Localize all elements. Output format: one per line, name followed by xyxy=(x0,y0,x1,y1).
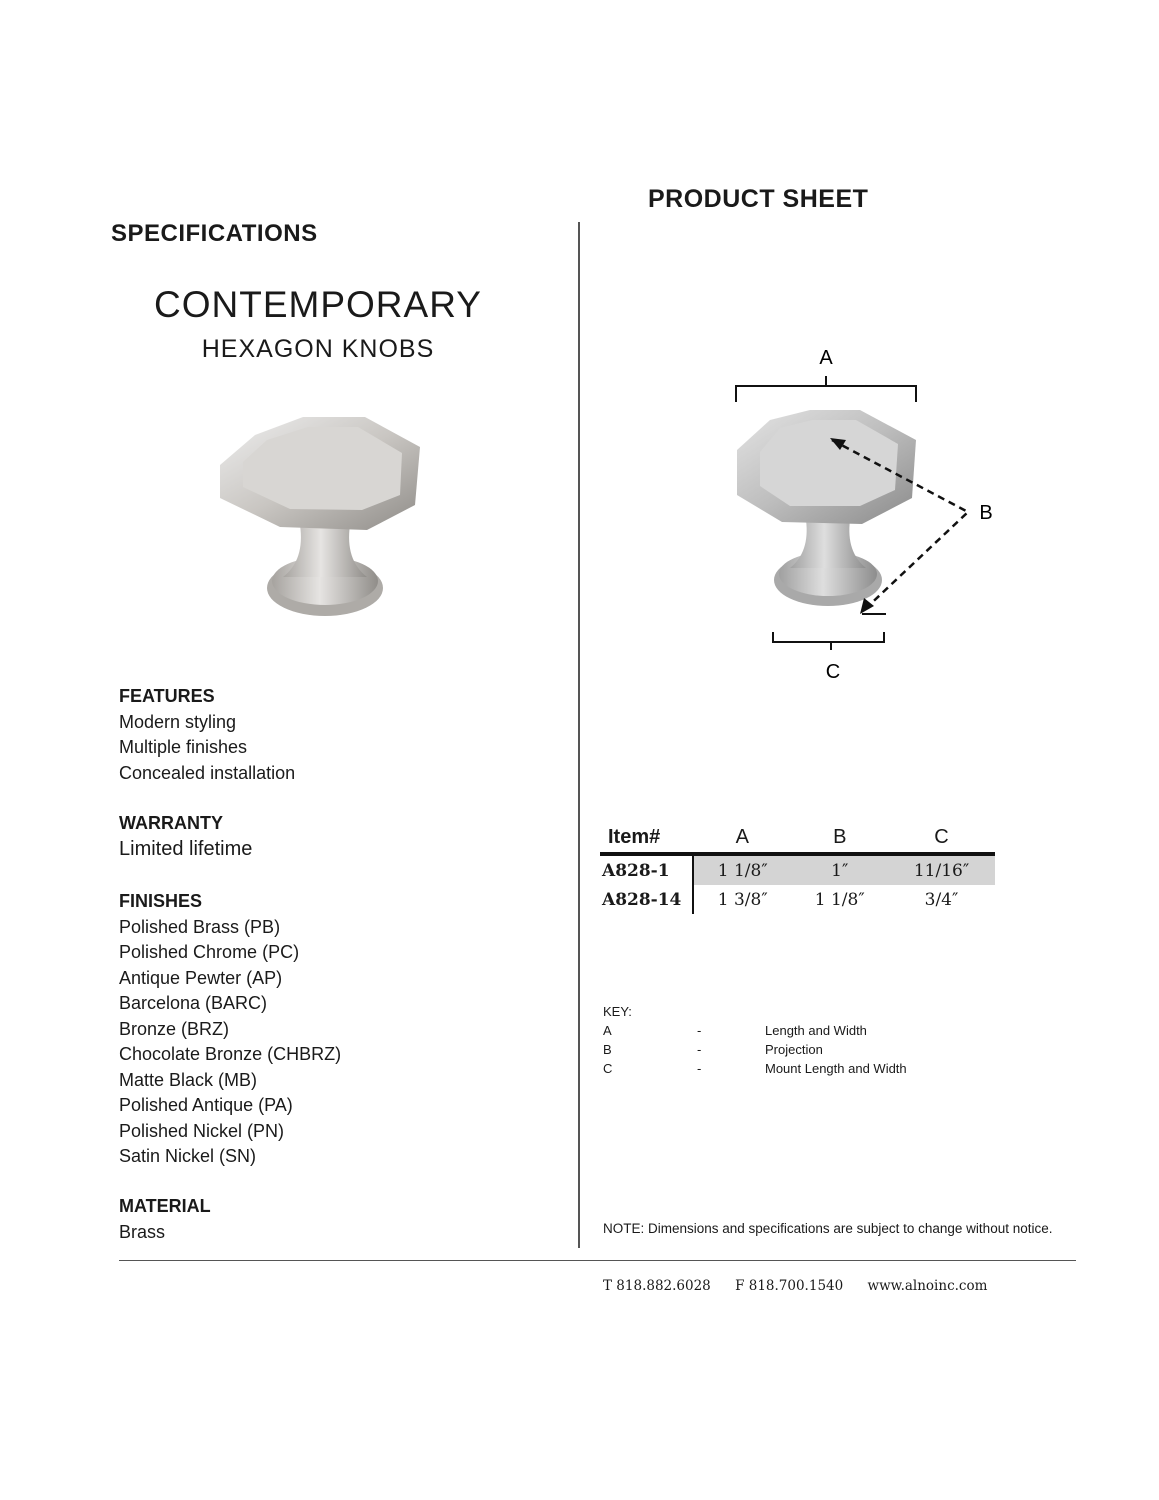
key-row xyxy=(603,1021,907,1040)
table-cell: 3/4″ xyxy=(924,889,959,910)
product-title: CONTEMPORARY xyxy=(154,284,482,325)
key-description: Length and Width xyxy=(765,1023,867,1038)
column-divider xyxy=(578,222,580,1248)
material-value: Brass xyxy=(119,1221,166,1242)
finish-item: Antique Pewter (AP) xyxy=(119,967,283,988)
features-section xyxy=(119,684,295,786)
dimension-label-a: A xyxy=(819,347,833,369)
finish-item: Barcelona (BARC) xyxy=(119,993,268,1013)
table-cell: 1″ xyxy=(791,854,888,885)
finish-item: Polished Chrome (PC) xyxy=(119,942,300,962)
dimension-label-b: B xyxy=(979,502,993,524)
table-header: B xyxy=(791,822,888,854)
finish-item: Polished Brass (PB) xyxy=(119,916,281,937)
product-sheet-heading: PRODUCT SHEET xyxy=(648,185,869,213)
key-description: Projection xyxy=(765,1042,823,1057)
key-description: Mount Length and Width xyxy=(765,1061,907,1076)
product-subtitle: HEXAGON KNOBS xyxy=(201,335,435,363)
knob-photo xyxy=(205,405,445,635)
warranty-section xyxy=(119,811,252,862)
key-row xyxy=(603,1040,907,1059)
feature-item: Multiple finishes xyxy=(119,737,248,757)
key-letter: C xyxy=(603,1061,613,1076)
table-header-row xyxy=(600,822,995,854)
key-letter: A xyxy=(603,1023,612,1038)
finish-item: Chocolate Bronze (CHBRZ) xyxy=(119,1044,342,1064)
table-row xyxy=(600,854,995,885)
dimension-key xyxy=(603,1002,907,1078)
footer-divider xyxy=(119,1260,1076,1261)
specifications-heading: SPECIFICATIONS xyxy=(111,220,318,247)
table-cell: A828-1 xyxy=(600,854,693,885)
fax-number: F 818.700.1540 xyxy=(735,1278,844,1294)
finish-item: Polished Antique (PA) xyxy=(119,1095,293,1115)
contact-footer xyxy=(603,1278,1007,1294)
finishes-label: FINISHES xyxy=(119,891,203,911)
features-label: FEATURES xyxy=(119,686,215,706)
website-link[interactable]: www.alnoinc.com xyxy=(867,1278,988,1294)
material-section xyxy=(119,1194,211,1245)
finish-item: Polished Nickel (PN) xyxy=(119,1120,285,1141)
finishes-section xyxy=(119,889,341,1170)
disclaimer-note: NOTE: Dimensions and specifications are subject to change without notice. xyxy=(603,1221,1053,1236)
dimensions-table xyxy=(600,822,995,914)
phone-number: T 818.882.6028 xyxy=(603,1278,711,1294)
table-header: C xyxy=(888,822,995,854)
key-dash: - xyxy=(697,1023,702,1038)
table-header: Item# xyxy=(600,822,693,854)
dimension-diagram xyxy=(690,340,1010,690)
finish-item: Matte Black (MB) xyxy=(119,1069,258,1090)
table-cell: 1 1/8″ xyxy=(814,889,865,910)
warranty-label: WARRANTY xyxy=(119,813,223,833)
feature-item: Modern styling xyxy=(119,711,237,732)
material-label: MATERIAL xyxy=(119,1196,211,1216)
feature-item: Concealed installation xyxy=(119,762,296,783)
table-header: A xyxy=(693,822,791,854)
table-cell: 1 1/8″ xyxy=(693,854,791,885)
table-cell: 1 3/8″ xyxy=(717,889,768,910)
key-label: KEY: xyxy=(603,1004,632,1019)
key-dash: - xyxy=(697,1042,702,1057)
table-row xyxy=(600,885,995,914)
finish-item: Satin Nickel (SN) xyxy=(119,1146,257,1166)
key-row xyxy=(603,1059,907,1078)
key-letter: B xyxy=(603,1042,612,1057)
table-cell: A828-14 xyxy=(600,885,693,914)
finish-item: Bronze (BRZ) xyxy=(119,1018,230,1039)
warranty-value: Limited lifetime xyxy=(119,837,253,860)
dimension-label-c: C xyxy=(825,661,841,683)
table-cell: 11/16″ xyxy=(888,854,995,885)
key-dash: - xyxy=(697,1061,702,1076)
